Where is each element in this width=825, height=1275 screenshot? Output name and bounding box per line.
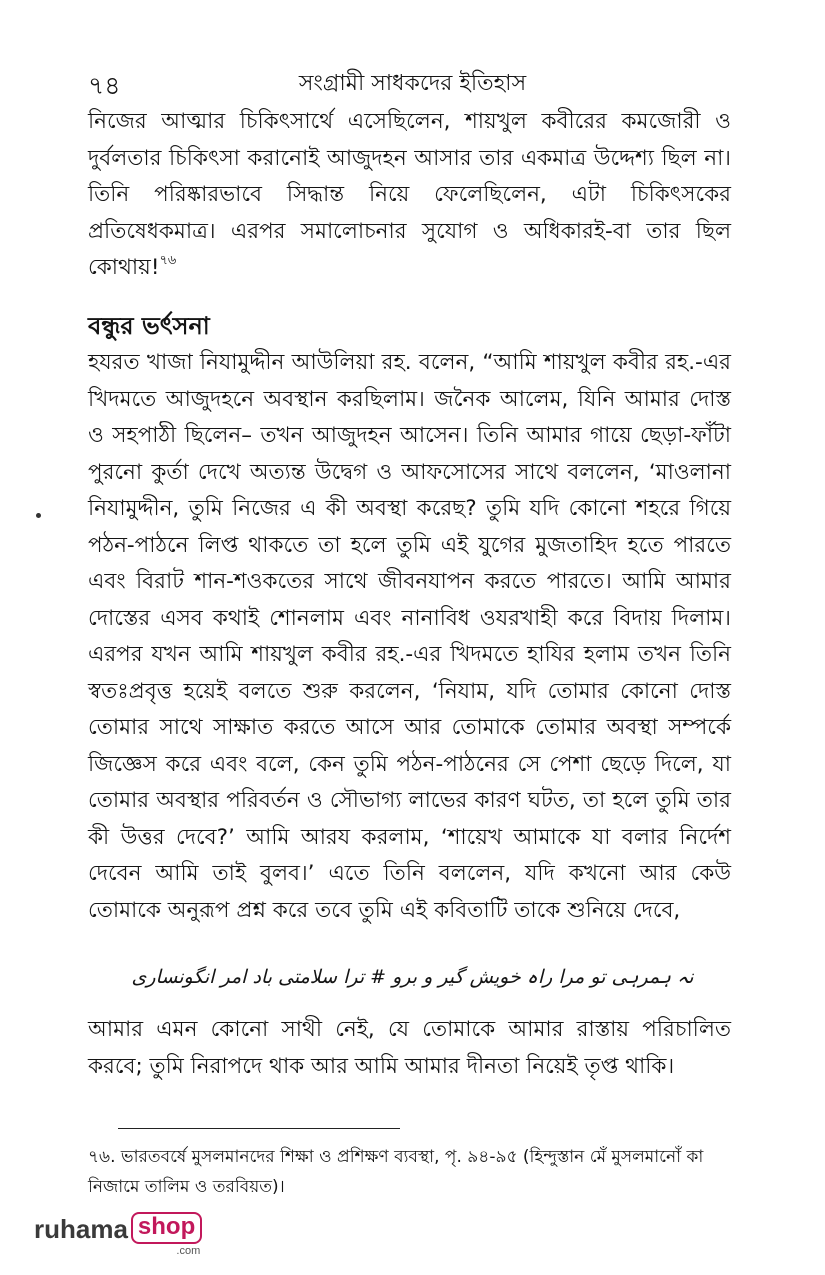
- footnote-divider: [118, 1128, 400, 1129]
- footnote: ৭৬. ভারতবর্ষে মুসলমানদের শিক্ষা ও প্রশিক্ষণ ব্যবস্থা, পৃ. ৯৪-৯৫ (হিন্দুস্তান মেঁ মুসলমানোঁ কা নিজামে তালিম ও তরবিয়ত)।: [88, 1147, 704, 1197]
- paragraph-2: হযরত খাজা নিযামুদ্দীন আউলিয়া রহ. বলেন, “আমি শায়খুল কবীর রহ.-এর খিদমতে আজুদহনে অবস্থান করছিলাম। জনৈক আলেম, যিনি আমার দোস্ত ও সহপাঠী ছিলেন– তখন আজুদহন আসেন। তিনি আমার গায়ে ছেড়া-ফাঁটা পুরনো কুর্তা দেখে অত্যন্ত উদ্বেগ ও আফসোসের সাথে বললেন, ‘মাওলানা নিযামুদ্দীন, তুমি নিজের এ কী অবস্থা করেছ? তুমি যদি কোনো শহরে গিয়ে পঠন-পাঠনে লিপ্ত থাকতে তা হলে তুমি এই যুগের মুজতাহিদ হতে পারতে এবং বিরাট শান-শওকতের সাথে জীবনযাপন করতে পারতে। আমি আমার দোস্তের এসব কথাই শোনলাম এবং নানাবিধ ওযরখাহী করে বিদায় দিলাম। এরপর যখন আমি শায়খুল কবীর রহ.-এর খিদমতে হাযির হলাম তখন তিনি স্বতঃপ্রবৃত্ত হয়েই বলতে শুরু করলেন, ‘নিযাম, যদি তোমার কোনো দোস্ত তোমার সাথে সাক্ষাত করতে আসে আর তোমাকে তোমার অবস্থা সম্পর্কে জিজ্ঞেস করে এবং বলে, কেন তুমি পঠন-পাঠনের সে পেশা ছেড়ে দিলে, যা তোমার অবস্থার পরিবর্তন ও সৌভাগ্য লাভের কারণ ঘটত, তা হলে তুমি তার কী উত্তর দেবে?’ আমি আরয করলাম, ‘শায়েখ আমাকে যা বলার নির্দেশ দেবেন আমি তাই বুলব।’ এতে তিনি বললেন, যদি কখনো আর কেউ তোমাকে অনুরূপ প্রশ্ন করে তবে তুমি এই কবিতাটি তাকে শুনিয়ে দেবে,: [88, 350, 731, 923]
- watermark-brand-left: ruhama: [34, 1214, 128, 1244]
- footnote-reference: ৭৬: [159, 253, 177, 268]
- watermark-domain: .com: [176, 1245, 201, 1257]
- paragraph-1-text: নিজের আত্মার চিকিৎসার্থে এসেছিলেন, শায়খুল কবীরের কমজোরী ও দুর্বলতার চিকিৎসা করানোই আজুদহন আসার তার একমাত্র উদ্দেশ্য ছিল না। তিনি পরিষ্কারভাবে সিদ্ধান্ত নিয়ে ফেলেছিলেন, এটা চিকিৎসকের প্রতিষেধকমাত্র। এরপর সমালোচনার সুযোগ ও অধিকারই-বা তার ছিল কোথায়!: [88, 109, 731, 280]
- watermark-brand-right: shop: [131, 1212, 202, 1244]
- stray-ink-mark: [36, 513, 41, 518]
- running-title: সংগ্রামী সাধকদের ইতিহাস: [298, 71, 527, 96]
- page-number: ৭৪: [88, 71, 121, 100]
- watermark-logo: [34, 1212, 202, 1257]
- paragraph-1: [88, 104, 731, 287]
- watermark-shop-badge: [131, 1212, 202, 1257]
- paragraph-3: আমার এমন কোনো সাথী নেই, যে তোমাকে আমার রাস্তায় পরিচালিত করবে; তুমি নিরাপদে থাক আর আমি আমার দীনতা নিয়েই তৃপ্ত থাকি।: [88, 1017, 731, 1079]
- section-heading: বন্ধুর ভর্ৎসনা: [88, 312, 210, 340]
- urdu-couplet: نہ ہمرہی تو مرا راہ خویش گیر و برو # ترا سلامتی باد امر انگونساری: [131, 966, 694, 988]
